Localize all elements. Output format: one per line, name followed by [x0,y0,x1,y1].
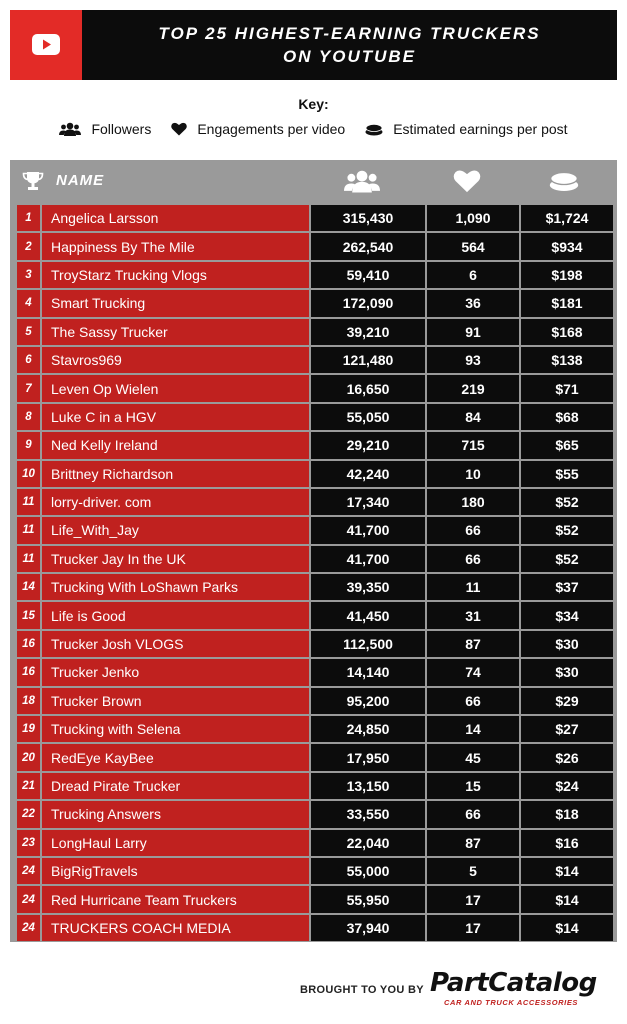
table-row [17,630,613,658]
rank-cell: 4 [17,290,40,316]
heart-icon [453,169,481,193]
earnings-cell: $29 [521,688,613,714]
table-row [17,687,613,715]
engagements-cell: 5 [427,858,519,884]
engagements-cell: 17 [427,915,519,941]
logo-main-text: PartCatalog [430,968,597,998]
engagements-cell: 66 [427,517,519,543]
rank-cell: 24 [17,858,40,884]
engagements-cell: 6 [427,262,519,288]
rank-cell: 22 [17,801,40,827]
table-row [17,488,613,516]
table-row [17,829,613,857]
table-row [17,545,613,573]
earnings-cell: $52 [521,517,613,543]
table-row [17,374,613,402]
engagements-cell: 11 [427,574,519,600]
followers-cell: 37,940 [311,915,425,941]
key-label-engagements: Engagements per video [197,121,346,137]
name-cell: Ned Kelly Ireland [42,432,309,458]
key-title: Key: [298,96,329,112]
followers-cell: 17,340 [311,489,425,515]
name-cell: TroyStarz Trucking Vlogs [42,262,309,288]
followers-icon [59,122,81,136]
rank-cell: 6 [17,347,40,373]
name-cell: Trucker Brown [42,688,309,714]
logo-sub-text: CAR AND TRUCK ACCESSORIES [444,998,579,1007]
table-row [17,658,613,686]
name-cell: Trucker Jay In the UK [42,546,309,572]
table-row [17,516,613,544]
earnings-cell: $168 [521,319,613,345]
rank-cell: 5 [17,319,40,345]
earnings-cell: $68 [521,404,613,430]
table-row [17,772,613,800]
table-row [17,800,613,828]
rank-cell: 3 [17,262,40,288]
page-title-line2: ON YOUTUBE [282,47,417,66]
rank-cell: 1 [17,205,40,231]
engagements-cell: 10 [427,461,519,487]
earnings-cell: $65 [521,432,613,458]
table-row [17,232,613,260]
name-cell: Dread Pirate Trucker [42,773,309,799]
engagements-cell: 1,090 [427,205,519,231]
table-row [17,857,613,885]
earnings-cell: $18 [521,801,613,827]
followers-cell: 41,700 [311,546,425,572]
ranking-table [10,160,617,942]
earnings-cell: $37 [521,574,613,600]
rank-cell: 15 [17,602,40,628]
engagements-cell: 66 [427,546,519,572]
key-item-earnings [365,121,567,137]
rank-cell: 11 [17,489,40,515]
followers-cell: 39,350 [311,574,425,600]
engagements-cell: 715 [427,432,519,458]
rank-cell: 19 [17,716,40,742]
key-legend [0,121,627,137]
earnings-cell: $198 [521,262,613,288]
rank-cell: 18 [17,688,40,714]
table-row [17,460,613,488]
table-row [17,914,613,942]
partcatalog-logo [430,968,620,1012]
name-cell: RedEye KayBee [42,744,309,770]
followers-cell: 17,950 [311,744,425,770]
rank-cell: 9 [17,432,40,458]
followers-cell: 22,040 [311,830,425,856]
earnings-cell: $138 [521,347,613,373]
rank-cell: 8 [17,404,40,430]
table-row [17,601,613,629]
coins-icon [365,123,383,136]
followers-cell: 13,150 [311,773,425,799]
engagements-cell: 45 [427,744,519,770]
name-cell: Leven Op Wielen [42,375,309,401]
name-cell: Stavros969 [42,347,309,373]
earnings-cell: $16 [521,830,613,856]
engagements-cell: 84 [427,404,519,430]
table-row [17,346,613,374]
key-item-engagements [171,121,345,137]
earnings-cell: $934 [521,233,613,259]
name-cell: Trucking Answers [42,801,309,827]
engagements-cell: 31 [427,602,519,628]
earnings-cell: $30 [521,631,613,657]
title-banner [10,10,617,80]
table-row [17,715,613,743]
table-body [17,204,613,942]
engagements-cell: 87 [427,830,519,856]
followers-cell: 24,850 [311,716,425,742]
table-header [10,160,617,202]
engagements-cell: 66 [427,688,519,714]
rank-cell: 24 [17,886,40,912]
rank-cell: 24 [17,915,40,941]
engagements-cell: 91 [427,319,519,345]
followers-cell: 41,700 [311,517,425,543]
earnings-cell: $24 [521,773,613,799]
table-row [17,204,613,232]
column-header-name: NAME [56,172,105,189]
rank-cell: 10 [17,461,40,487]
brought-to-you-by: BROUGHT TO YOU BY [300,984,424,996]
name-cell: Trucker Josh VLOGS [42,631,309,657]
engagements-cell: 87 [427,631,519,657]
earnings-cell: $55 [521,461,613,487]
engagements-cell: 74 [427,659,519,685]
page-title-line1: TOP 25 HIGHEST-EARNING TRUCKERS [158,24,541,43]
engagements-cell: 14 [427,716,519,742]
table-row [17,885,613,913]
engagements-cell: 219 [427,375,519,401]
key-item-followers [59,121,151,137]
rank-cell: 2 [17,233,40,259]
table-row [17,261,613,289]
engagements-cell: 15 [427,773,519,799]
name-cell: The Sassy Trucker [42,319,309,345]
engagements-cell: 36 [427,290,519,316]
youtube-play-icon [32,34,60,55]
engagements-cell: 17 [427,886,519,912]
earnings-cell: $30 [521,659,613,685]
earnings-cell: $14 [521,858,613,884]
name-cell: lorry-driver. com [42,489,309,515]
name-cell: Life is Good [42,602,309,628]
name-cell: TRUCKERS COACH MEDIA [42,915,309,941]
key-label-followers: Followers [91,121,152,137]
name-cell: Brittney Richardson [42,461,309,487]
table-row [17,289,613,317]
name-cell: Trucker Jenko [42,659,309,685]
rank-cell: 16 [17,631,40,657]
name-cell: Life_With_Jay [42,517,309,543]
earnings-cell: $34 [521,602,613,628]
followers-cell: 59,410 [311,262,425,288]
heart-icon [171,122,187,136]
rank-cell: 7 [17,375,40,401]
followers-cell: 315,430 [311,205,425,231]
name-cell: BigRigTravels [42,858,309,884]
followers-icon [344,169,380,193]
earnings-cell: $52 [521,489,613,515]
followers-cell: 262,540 [311,233,425,259]
followers-cell: 121,480 [311,347,425,373]
followers-cell: 29,210 [311,432,425,458]
followers-cell: 41,450 [311,602,425,628]
rank-cell: 11 [17,546,40,572]
engagements-cell: 66 [427,801,519,827]
name-cell: Luke C in a HGV [42,404,309,430]
followers-cell: 42,240 [311,461,425,487]
rank-cell: 11 [17,517,40,543]
followers-cell: 39,210 [311,319,425,345]
name-cell: Smart Trucking [42,290,309,316]
table-row [17,403,613,431]
followers-cell: 95,200 [311,688,425,714]
earnings-cell: $27 [521,716,613,742]
name-cell: Trucking with Selena [42,716,309,742]
earnings-cell: $181 [521,290,613,316]
followers-cell: 112,500 [311,631,425,657]
followers-cell: 33,550 [311,801,425,827]
rank-cell: 20 [17,744,40,770]
followers-cell: 55,000 [311,858,425,884]
rank-cell: 23 [17,830,40,856]
followers-cell: 172,090 [311,290,425,316]
name-cell: LongHaul Larry [42,830,309,856]
table-row [17,743,613,771]
earnings-cell: $1,724 [521,205,613,231]
rank-cell: 14 [17,574,40,600]
page-title [82,10,617,80]
engagements-cell: 180 [427,489,519,515]
table-row [17,573,613,601]
name-cell: Angelica Larsson [42,205,309,231]
earnings-cell: $52 [521,546,613,572]
name-cell: Trucking With LoShawn Parks [42,574,309,600]
name-cell: Red Hurricane Team Truckers [42,886,309,912]
engagements-cell: 93 [427,347,519,373]
trophy-icon [22,171,44,191]
earnings-cell: $71 [521,375,613,401]
table-row [17,318,613,346]
earnings-cell: $14 [521,915,613,941]
coins-icon [549,169,579,193]
earnings-cell: $14 [521,886,613,912]
rank-cell: 21 [17,773,40,799]
youtube-logo-box [10,10,82,80]
followers-cell: 14,140 [311,659,425,685]
earnings-cell: $26 [521,744,613,770]
followers-cell: 55,050 [311,404,425,430]
name-cell: Happiness By The Mile [42,233,309,259]
followers-cell: 16,650 [311,375,425,401]
rank-cell: 16 [17,659,40,685]
table-row [17,431,613,459]
followers-cell: 55,950 [311,886,425,912]
key-label-earnings: Estimated earnings per post [393,121,568,137]
engagements-cell: 564 [427,233,519,259]
